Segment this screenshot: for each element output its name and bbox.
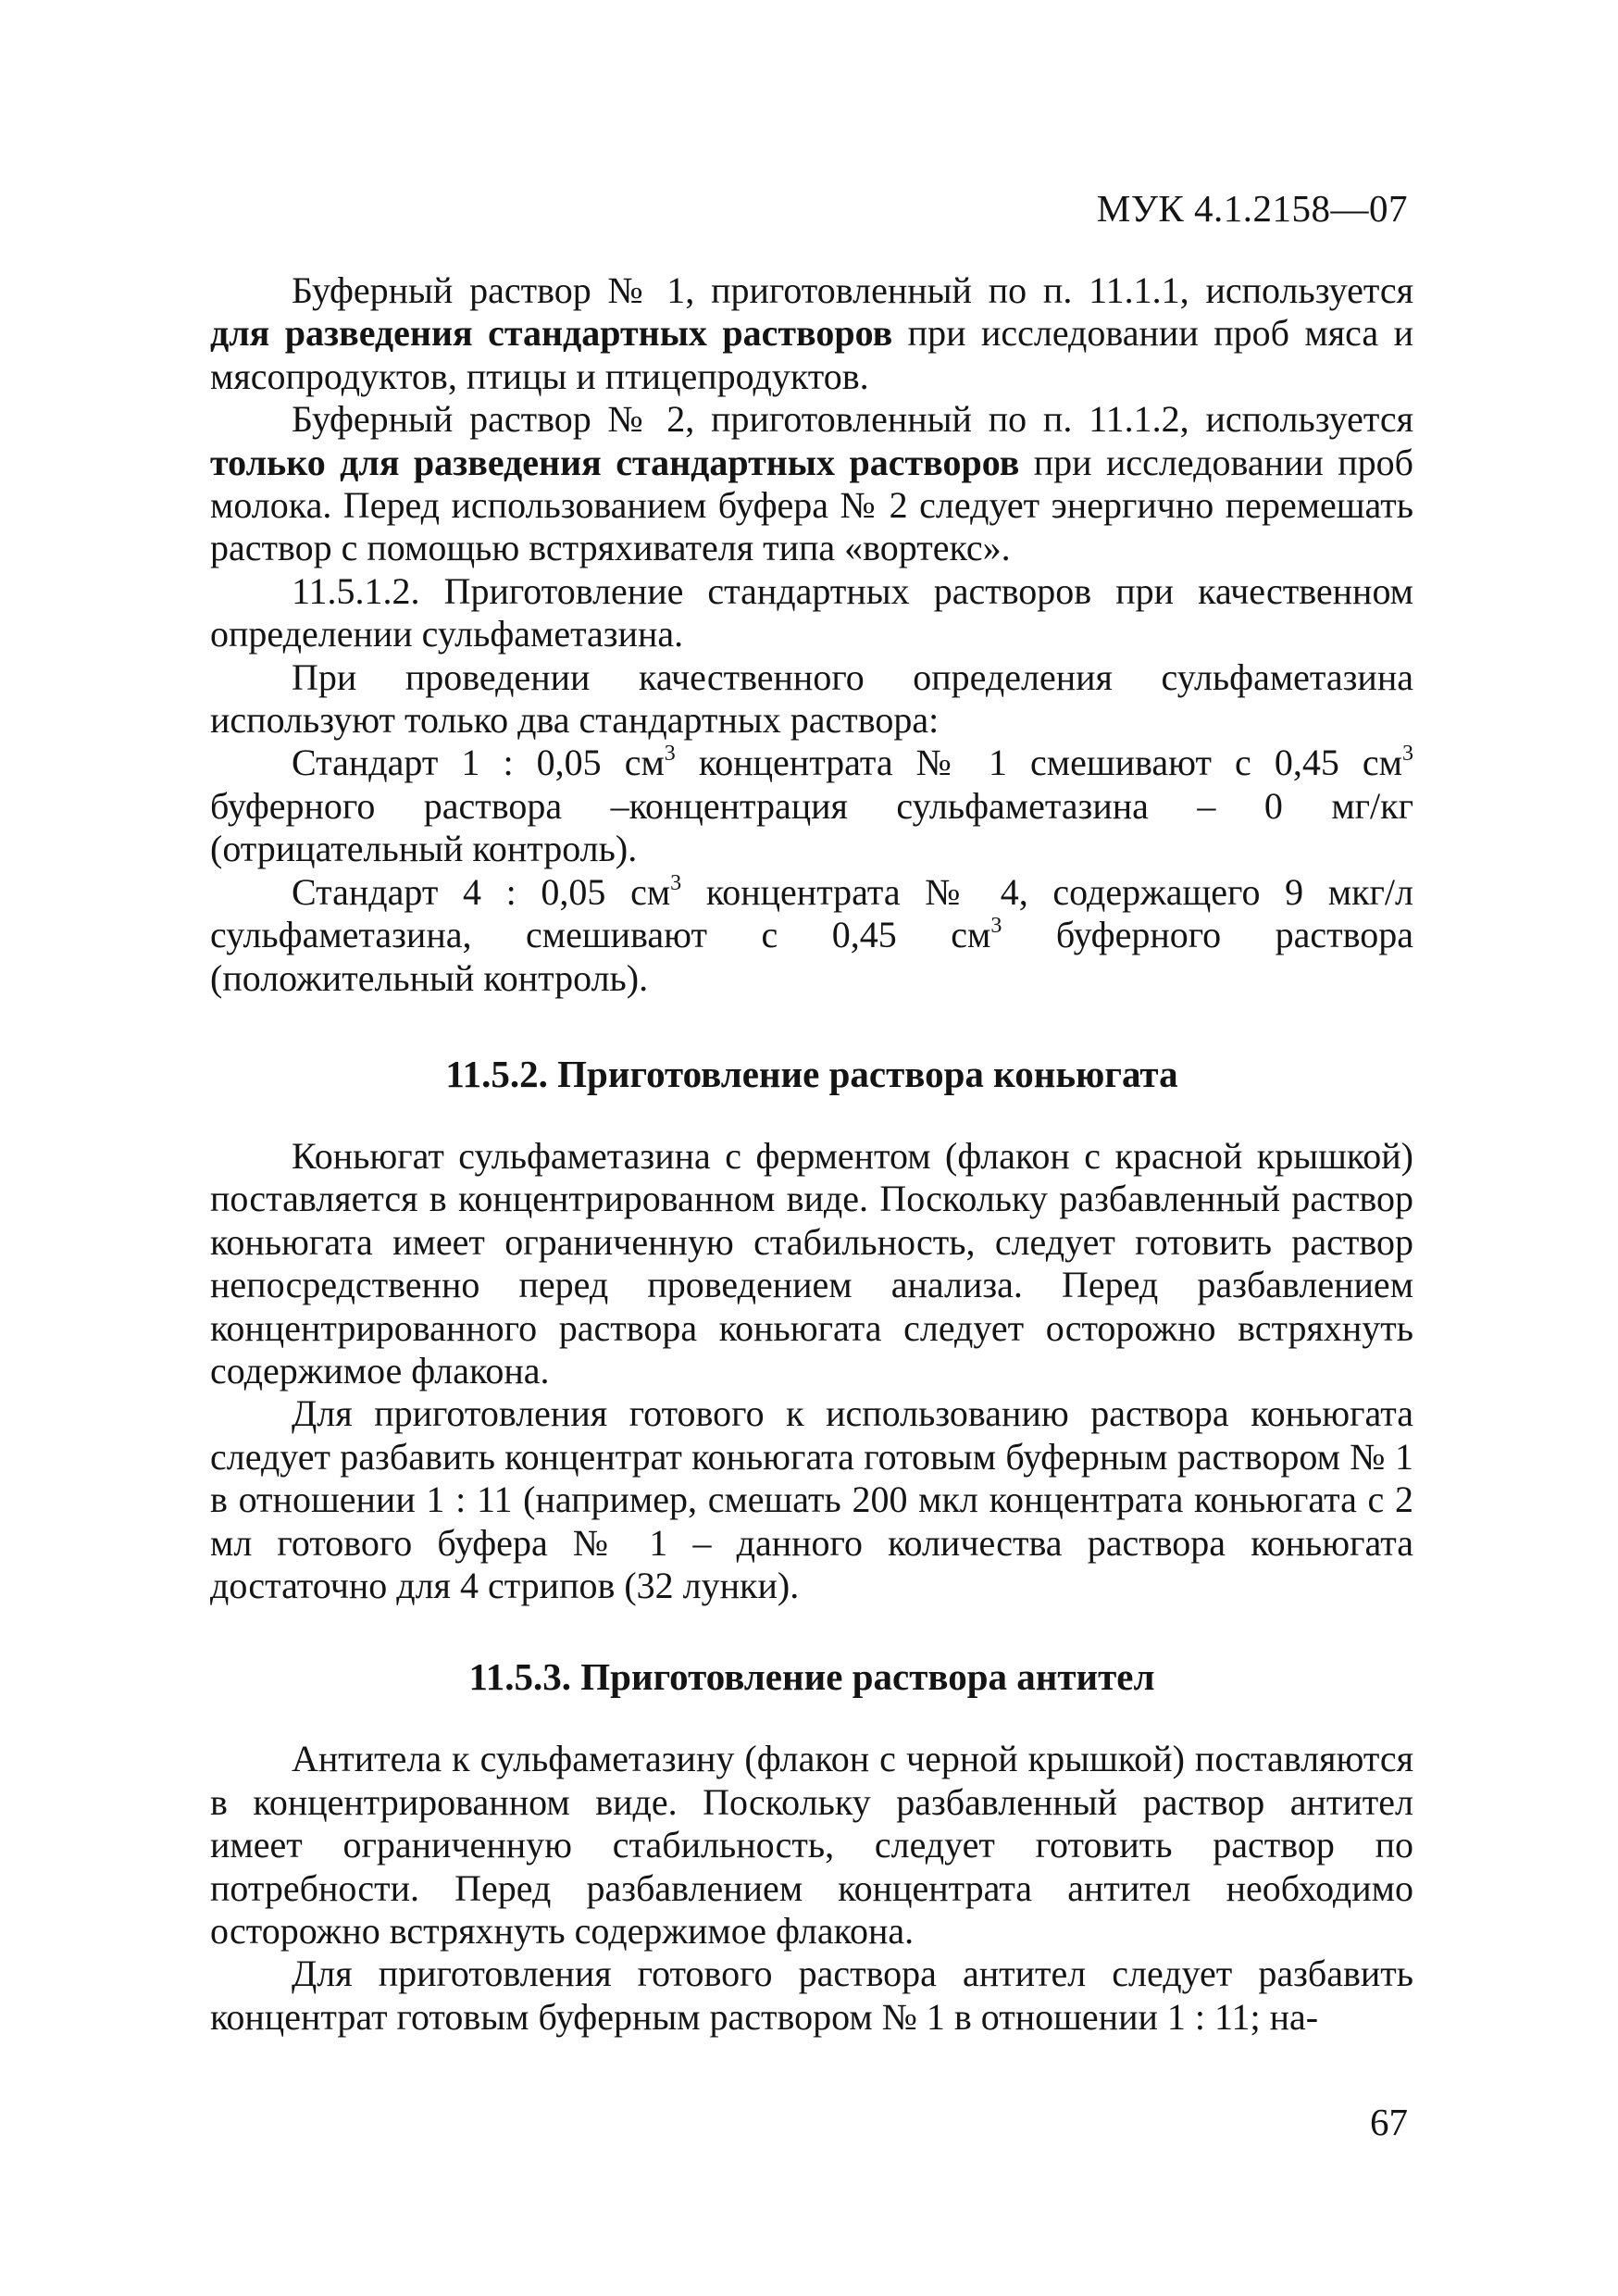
superscript: 3 (664, 742, 676, 767)
paragraph-text: буферного раствора –концентрация сульфаметазина – 0 мг/кг (отрицательный контроль). (210, 784, 1413, 870)
emphasis-text: для разведения стандартных растворов (210, 312, 893, 355)
paragraph-subsection-11-5-1-2: 11.5.1.2. Приготовление стандартных растворов при качественном определении сульфаметазина. (210, 569, 1413, 655)
superscript: 3 (1402, 742, 1413, 767)
paragraph-text: Буферный раствор № 2, приготовленный по п. 11.1.2, используется (292, 398, 1413, 441)
paragraph-text: концентрата № 1 смешивают с 0,45 см (675, 742, 1402, 784)
paragraph-antibody-description: Антитела к сульфаметазину (флакон с черной крышкой) поставляются в концентрированном виде. Поскольку разбавленный раствор антител имеет ограниченную стабильность, следует готовить раствор по потребности. Перед разбавлением концентрата антител необходимо осторожно встряхнуть содержимое флакона. (210, 1738, 1413, 1952)
paragraph-standard-4 (210, 871, 1413, 1000)
paragraph-text: Стандарт 1 : 0,05 см (292, 742, 665, 784)
paragraph-text: концентрата № 4, содержащего 9 мкг/л сульфаметазина, смешивают с 0,45 см (210, 870, 1413, 956)
page-body (210, 269, 1413, 2039)
paragraph-buffer-2 (210, 398, 1413, 570)
paragraph-text: буферного раствора (положительный контроль). (210, 914, 1413, 999)
section-heading-11-5-2: 11.5.2. Приготовление раствора коньюгата (445, 1052, 1178, 1095)
section-heading-11-5-3: 11.5.3. Приготовление раствора антител (468, 1655, 1155, 1699)
paragraph-text: Буферный раствор № 1, приготовленный по п. 11.1.1, используется (292, 269, 1413, 311)
paragraph-buffer-1 (210, 269, 1413, 398)
paragraph-text: Стандарт 4 : 0,05 см (292, 870, 671, 913)
page-number: 67 (1370, 2101, 1408, 2143)
superscript: 3 (990, 914, 1002, 939)
paragraph-text: при исследовании проб молока. Перед использованием буфера № 2 следует энергично перемешать раствор с помощью встряхивателя типа «вортекс». (210, 441, 1413, 569)
paragraph-qualitative-standards: При проведении качественного определения сульфаметазина используют только два стандартных раствора: (210, 655, 1413, 742)
paragraph-conjugate-preparation: Для приготовления готового к использованию раствора коньюгата следует разбавить концентрат коньюгата готовым буферным раствором № 1 в отношении 1 : 11 (например, смешать 200 мкл концентрата коньюгата с 2 мл готового буфера № 1 – данного количества раствора коньюгата достаточно для 4 стрипов (32 лунки). (210, 1392, 1413, 1606)
paragraph-antibody-preparation: Для приготовления готового раствора антител следует разбавить концентрат готовым буферным раствором № 1 в отношении 1 : 11; на- (210, 1953, 1413, 2038)
emphasis-text: только для разведения стандартных растворов (210, 441, 1020, 483)
paragraph-text: при исследовании проб мяса и мясопродуктов, птицы и птицепродуктов. (210, 312, 1413, 397)
paragraph-conjugate-description: Коньюгат сульфаметазина с ферментом (флакон с красной крышкой) поставляется в концентрированном виде. Поскольку разбавленный раствор коньюгата имеет ограниченную стабильность, следует готовить раствор непосредственно перед проведением анализа. Перед разбавлением концентрированного раствора коньюгата следует осторожно встряхнуть содержимое флакона. (210, 1134, 1413, 1391)
superscript: 3 (670, 870, 682, 895)
paragraph-standard-1 (210, 742, 1413, 870)
document-code-header: МУК 4.1.2158—07 (1096, 187, 1408, 230)
